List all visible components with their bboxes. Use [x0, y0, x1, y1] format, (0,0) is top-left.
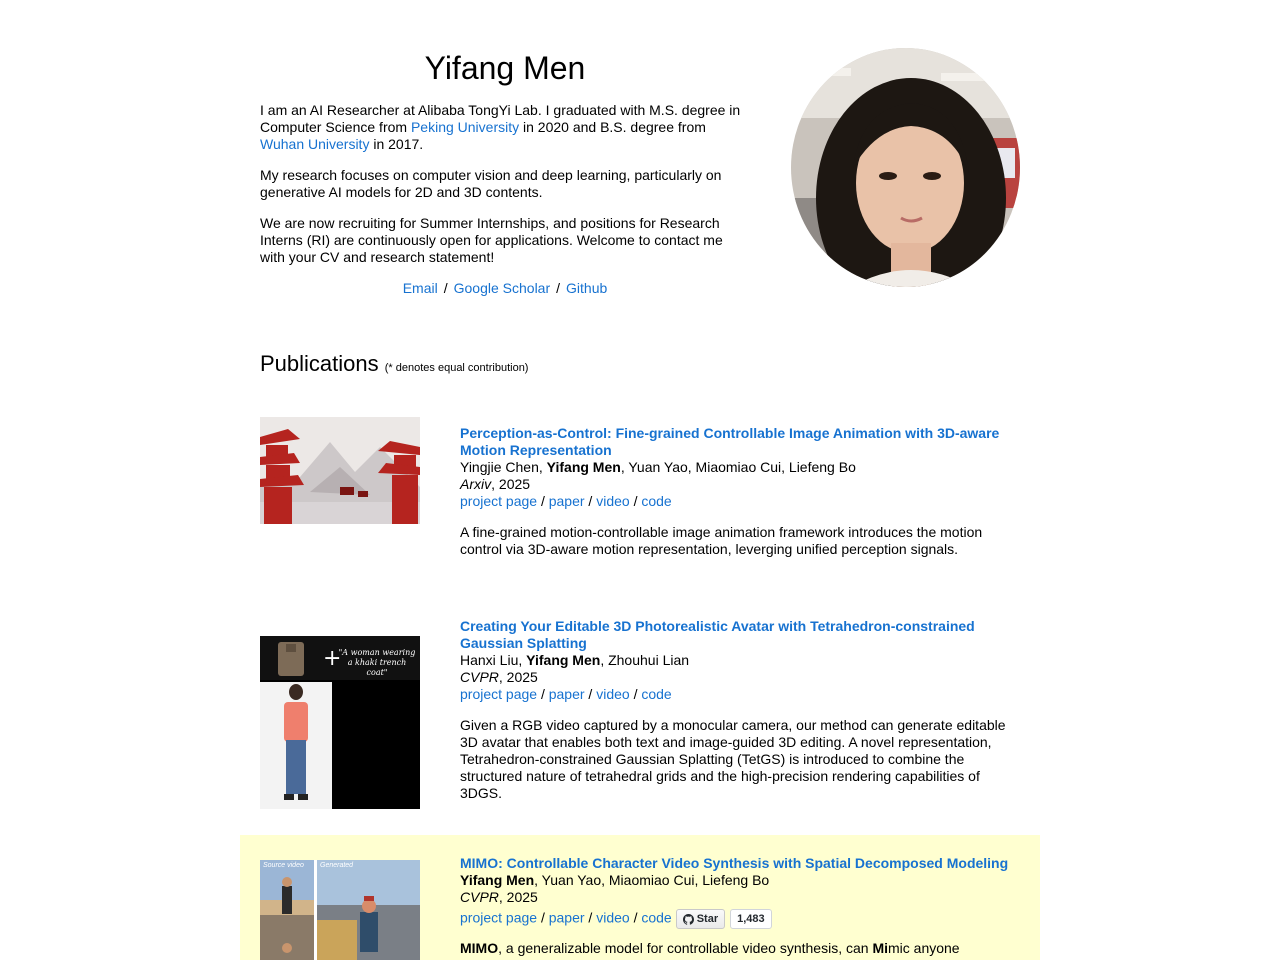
video-link[interactable]: video — [596, 909, 630, 926]
publications-heading — [260, 350, 528, 382]
publication-thumbnail — [260, 860, 420, 960]
publication-venue — [460, 476, 1025, 493]
project-page-link[interactable]: project page — [460, 686, 538, 702]
separator: / — [443, 280, 448, 296]
thumbnail-source-label: Source video — [263, 862, 304, 869]
video-link[interactable]: video — [596, 493, 630, 509]
author-text: Hanxi Liu, — [460, 652, 527, 668]
publication-description — [460, 940, 1025, 957]
venue-name: CVPR — [460, 889, 499, 905]
pagoda-painting-image — [260, 417, 420, 524]
intro-text: I am an AI Researcher at Alibaba TongYi Lab. I graduated with M.S. degree in Computer Science from — [260, 102, 741, 135]
publication-info — [460, 425, 1025, 558]
publication-authors — [460, 459, 1025, 476]
venue-year: , 2025 — [491, 476, 531, 492]
peking-university-link[interactable]: Peking University — [410, 119, 520, 135]
thumbnail-generated-label: Generated — [320, 862, 354, 869]
intro-paragraph-2: My research focuses on computer vision and deep learning, particularly on generative AI models for 2D and 3D contents. — [260, 167, 722, 200]
desc-bold: MIMO — [460, 940, 499, 956]
publication-links: project page / paper / video / code — [460, 686, 672, 702]
author-self: Yifang Men — [546, 459, 621, 475]
desc-bold: Mi — [872, 940, 888, 956]
profile-name: Yifang Men — [424, 50, 586, 86]
intro — [260, 102, 750, 280]
email-link[interactable]: Email — [402, 280, 438, 296]
author-text: , Yuan Yao, Miaomiao Cui, Liefeng Bo — [620, 459, 856, 475]
publication-title-link[interactable]: MIMO: Controllable Character Video Synthesis with Spatial Decomposed Modeling — [460, 855, 1009, 871]
paper-link[interactable]: paper — [548, 686, 585, 702]
author-self: Yifang Men — [460, 872, 535, 888]
video-link[interactable]: video — [596, 686, 630, 702]
publication-links: project page / paper / video / code Star 1,483 — [460, 909, 1025, 929]
profile-photo — [791, 48, 1020, 287]
code-link[interactable]: code — [641, 909, 672, 926]
publication-title-link[interactable]: Perception-as-Control: Fine-grained Controllable Image Animation with 3D-aware Motion Representation — [460, 425, 1000, 458]
paper-link[interactable]: paper — [548, 493, 585, 509]
google-scholar-link[interactable]: Google Scholar — [453, 280, 551, 296]
svg-text:+: + — [323, 646, 342, 671]
desc-text: , a generalizable model for controllable video synthesis, can — [498, 940, 873, 956]
separator: / — [556, 280, 561, 296]
publication-info — [460, 618, 1025, 802]
intro-paragraph-1 — [260, 102, 750, 153]
intro-paragraph-3: We are now recruiting for Summer Internships, and positions for Research Interns (RI) are continuously open for applications. Welcome to contact me with your CV and research statement! — [260, 215, 723, 265]
github-icon — [683, 914, 694, 925]
publication-thumbnail — [260, 417, 420, 524]
star-count[interactable]: 1,483 — [730, 909, 772, 929]
intro-text: in 2020 and B.S. degree from — [519, 119, 706, 135]
wuhan-university-link[interactable]: Wuhan University — [260, 136, 370, 152]
author-text: , Yuan Yao, Miaomiao Cui, Liefeng Bo — [534, 872, 770, 888]
mimo-video-image — [260, 860, 420, 960]
thumbnail-prompt-text: "A woman wearing a khaki trench coat" — [338, 648, 416, 677]
code-link[interactable]: code — [641, 493, 672, 509]
github-star-button[interactable] — [676, 909, 725, 929]
author-self: Yifang Men — [526, 652, 601, 668]
equal-contribution-note: (* denotes equal contribution) — [384, 362, 529, 374]
page — [240, 0, 1040, 960]
publication-info — [460, 855, 1025, 957]
github-star-widget — [676, 909, 772, 929]
publications-title: Publications — [260, 351, 379, 376]
publication-description: Given a RGB video captured by a monocular camera, our method can generate editable 3D avatar that enables both text and image-guided 3D editing. A novel representation, Tetrahedron-constrained Gaussian Splatting (TetGS) is introduced to combine the structured nature of tetrahedral grids and the high-precision rendering capabilities of 3DGS. — [460, 717, 1006, 801]
publication-authors — [460, 652, 1025, 669]
publication-item-highlighted — [240, 835, 1040, 960]
venue-year: , 2025 — [498, 669, 538, 685]
desc-text: mic anyone — [888, 940, 960, 956]
profile-photo-image — [791, 48, 1020, 287]
project-page-link[interactable]: project page — [460, 909, 538, 926]
publication-venue — [460, 889, 1025, 906]
publication-item — [240, 400, 1040, 595]
venue-name: Arxiv — [460, 476, 492, 492]
publication-links: project page / paper / video / code — [460, 493, 672, 509]
venue-name: CVPR — [460, 669, 499, 685]
author-text: Yingjie Chen, — [460, 459, 547, 475]
publication-title-link[interactable]: Creating Your Editable 3D Photorealistic Avatar with Tetrahedron-constrained Gaussian Splatting — [460, 618, 975, 651]
star-label: Star — [696, 913, 719, 925]
publication-authors — [460, 872, 1025, 889]
paper-link[interactable]: paper — [548, 909, 585, 926]
profile-links — [260, 280, 750, 297]
venue-year: , 2025 — [498, 889, 538, 905]
github-link[interactable]: Github — [566, 280, 608, 296]
publication-description: A fine-grained motion-controllable image animation framework introduces the motion control via 3D-aware motion representation, leverging unified perception signals. — [460, 524, 983, 557]
author-text: , Zhouhui Lian — [600, 652, 690, 668]
publication-venue — [460, 669, 1025, 686]
intro-text: in 2017. — [369, 136, 424, 152]
publication-item — [240, 610, 1040, 830]
project-page-link[interactable]: project page — [460, 493, 538, 509]
publication-thumbnail — [260, 636, 420, 809]
code-link[interactable]: code — [641, 686, 672, 702]
